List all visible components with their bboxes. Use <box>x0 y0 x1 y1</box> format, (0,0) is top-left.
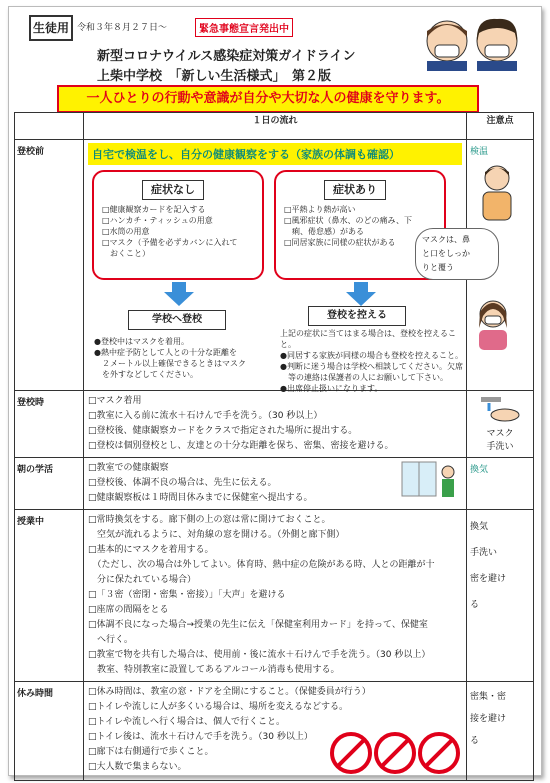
class-item: 教室、特別教室に設置してあるアルコール消毒も使用する。 <box>88 665 340 675</box>
row-break <box>15 682 534 781</box>
class-item: 空気が流れるように、対角線の窓を開ける。（外側と廊下側） <box>88 530 345 540</box>
go-note: ●熱中症予防として人との十分な距離を <box>94 348 237 357</box>
note-class-item: 換気 <box>470 522 489 532</box>
note-break-item: る <box>470 736 480 746</box>
symptom-item: □風邪症状（鼻水、のどの痛み、下 <box>284 216 413 225</box>
stay-note: と。 <box>280 340 296 349</box>
note-handwash: 手洗い <box>486 442 514 452</box>
note-break-item: 密集・密 <box>470 692 507 702</box>
students-illustration <box>417 13 527 71</box>
symptom-item: 痢、倦怠感）がある <box>284 227 364 236</box>
break-item: □トイレ後は、流水＋石けんで手を洗う。（30 秒以上） <box>88 732 313 742</box>
note-before-school <box>422 140 534 391</box>
stay-note: ●判断に迷う場合は学校へ相談してください。欠席 <box>280 362 463 371</box>
stay-home-box: 登校を控える <box>308 306 406 326</box>
note-thermometer: 検温 <box>470 147 489 157</box>
arrow-down-icon <box>346 282 376 306</box>
arrival-item: □教室に入る前に流水＋石けんで手を洗う。（30 秒以上） <box>88 411 323 421</box>
speech-line: と口をしっか <box>422 249 470 258</box>
break-item: □大人数で集まらない。 <box>88 762 187 772</box>
header-blank <box>15 113 84 140</box>
morning-content <box>84 458 467 510</box>
no-symptom-item: □健康観察カードを記入する <box>102 205 206 214</box>
class-item: □基本的にマスクを着用する。 <box>88 545 214 555</box>
header-notes: 注意点 <box>467 113 534 140</box>
go-note: ２メートル以上確保できるときはマスク <box>94 359 246 368</box>
class-item: □常時換気をする。廊下側の上の窓は常に開けておくこと。 <box>88 515 331 525</box>
daily-flow-table <box>14 112 534 781</box>
label-arrival: 登校時 <box>15 391 84 458</box>
note-morning: 換気 <box>467 458 534 510</box>
arrival-item: □登校後、健康観察カードをクラスで指定された場所に提出する。 <box>88 426 358 436</box>
class-item: □教室で物を共有した場合は、使用前・後に流水＋石けんで手を洗う。（30 秒以上） <box>88 650 431 660</box>
label-class: 授業中 <box>15 510 84 682</box>
emergency-notice: 緊急事態宣言発出中 <box>195 18 293 37</box>
no-symptom-box <box>92 170 264 280</box>
stay-note: 上記の症状に当てはまる場合は、登校を控えるこ <box>280 329 456 338</box>
stay-note: 等の連絡は保護者の人にお願いして下さい。 <box>280 373 448 382</box>
home-check-bar: 自宅で検温をし、自分の健康観察をする（家族の体調も確認） <box>88 143 462 165</box>
note-class-item: 手洗い <box>470 548 498 558</box>
arrival-item: □マスク着用 <box>88 396 142 406</box>
banner-text: 一人ひとりの行動や意識が自分や大切な人の健康を守ります。 <box>57 85 479 113</box>
no-symptom-title: 症状なし <box>142 180 204 200</box>
row-class <box>15 510 534 682</box>
speech-line: りと覆う <box>422 263 454 272</box>
class-item: 分に保たれている場合） <box>88 575 197 585</box>
no-symptom-item: □水筒の用意 <box>102 227 150 236</box>
class-content <box>84 510 467 682</box>
masked-student-icon <box>471 296 515 352</box>
note-class-item: る <box>470 600 480 610</box>
morning-item: □登校後、体調不良の場合は、先生に伝える。 <box>88 478 277 488</box>
speech-line: マスクは、鼻 <box>422 235 470 244</box>
class-item: □体調不良になった場合→授業の先生に伝え「保健室利用カード」を持って、保健室 <box>88 620 428 630</box>
no-symptom-item: □マスク（予備を必ずカバンに入れて <box>102 238 238 247</box>
go-note: ●登校中はマスクを着用。 <box>94 337 189 346</box>
label-before-school: 登校前 <box>15 140 84 391</box>
symptom-item: □平熱より熱が高い <box>284 205 356 214</box>
no-crowd-icon <box>418 732 460 774</box>
no-symptom-item: □ハンカチ・ティッシュの用意 <box>102 216 213 225</box>
row-arrival <box>15 391 534 458</box>
go-note: を外すなどしてください。 <box>94 370 198 379</box>
label-break: 休み時間 <box>15 682 84 781</box>
break-content <box>84 682 467 781</box>
note-break <box>467 682 534 781</box>
date-text: 令和３年８月２７日～ <box>77 23 168 33</box>
break-item: □トイレや流しへ行く場合は、個人で行くこと。 <box>88 717 286 727</box>
role-label: 生徒用 <box>29 15 73 41</box>
no-crowd-icon <box>374 732 416 774</box>
label-morning: 朝の学活 <box>15 458 84 510</box>
class-item: へ行く。 <box>88 635 133 645</box>
class-item: □「３密（密閉・密集・密接）」「大声」を避ける <box>88 590 286 600</box>
break-item: □廊下は右側通行で歩くこと。 <box>88 747 214 757</box>
note-arrival <box>467 391 534 458</box>
note-break-item: 接を避け <box>470 714 507 724</box>
stay-note: ●同居する家族が同様の場合も登校を控えること。 <box>280 351 463 360</box>
note-class-item: 密を避け <box>470 574 507 584</box>
no-crowd-icon <box>330 732 372 774</box>
go-school-box: 学校へ登校 <box>128 310 226 330</box>
arrival-content <box>84 391 467 458</box>
row-before-school <box>15 140 534 391</box>
row-morning <box>15 458 534 510</box>
arrow-down-icon <box>164 282 194 306</box>
handwash-icon <box>475 395 525 423</box>
class-item: □座席の間隔をとる <box>88 605 169 615</box>
class-item: （ただし、次の場合は外してよい。体育時、熱中症の危険がある時、人との距離が十 <box>88 560 435 570</box>
no-symptom-item: おくこと） <box>102 249 150 258</box>
table-header-row <box>15 113 534 140</box>
break-item: □休み時間は、教室の窓・ドアを全開にすること。（保健委員が行う） <box>88 687 371 697</box>
title-line2: 上柴中学校 「新しい生活様式」 第２版 <box>97 69 332 84</box>
header-flow: １日の流れ <box>84 113 467 140</box>
mask-speech-bubble <box>415 228 499 280</box>
symptom-title: 症状あり <box>324 180 386 200</box>
note-class <box>467 510 534 682</box>
window-ventilation-icon <box>400 460 460 500</box>
before-school-content <box>84 140 467 391</box>
title-line1: 新型コロナウイルス感染症対策ガイドライン <box>97 49 356 64</box>
stay-note: ●出席停止扱いになります。 <box>280 384 383 393</box>
morning-item: □教室での健康観察 <box>88 463 169 473</box>
morning-item: □健康観察板は１時間目休みまでに保健室へ提出する。 <box>88 493 313 503</box>
break-item: □トイレや流しに人が多くいる場合は、場所を変えるなどする。 <box>88 702 349 712</box>
arrival-item: □登校は個別登校とし、友達との十分な距離を保ち、密集、密接を避ける。 <box>88 441 394 451</box>
thermometer-student-icon <box>475 162 519 222</box>
note-mask: マスク <box>486 429 514 439</box>
symptom-item: □同居家族に同様の症状がある <box>284 238 396 247</box>
